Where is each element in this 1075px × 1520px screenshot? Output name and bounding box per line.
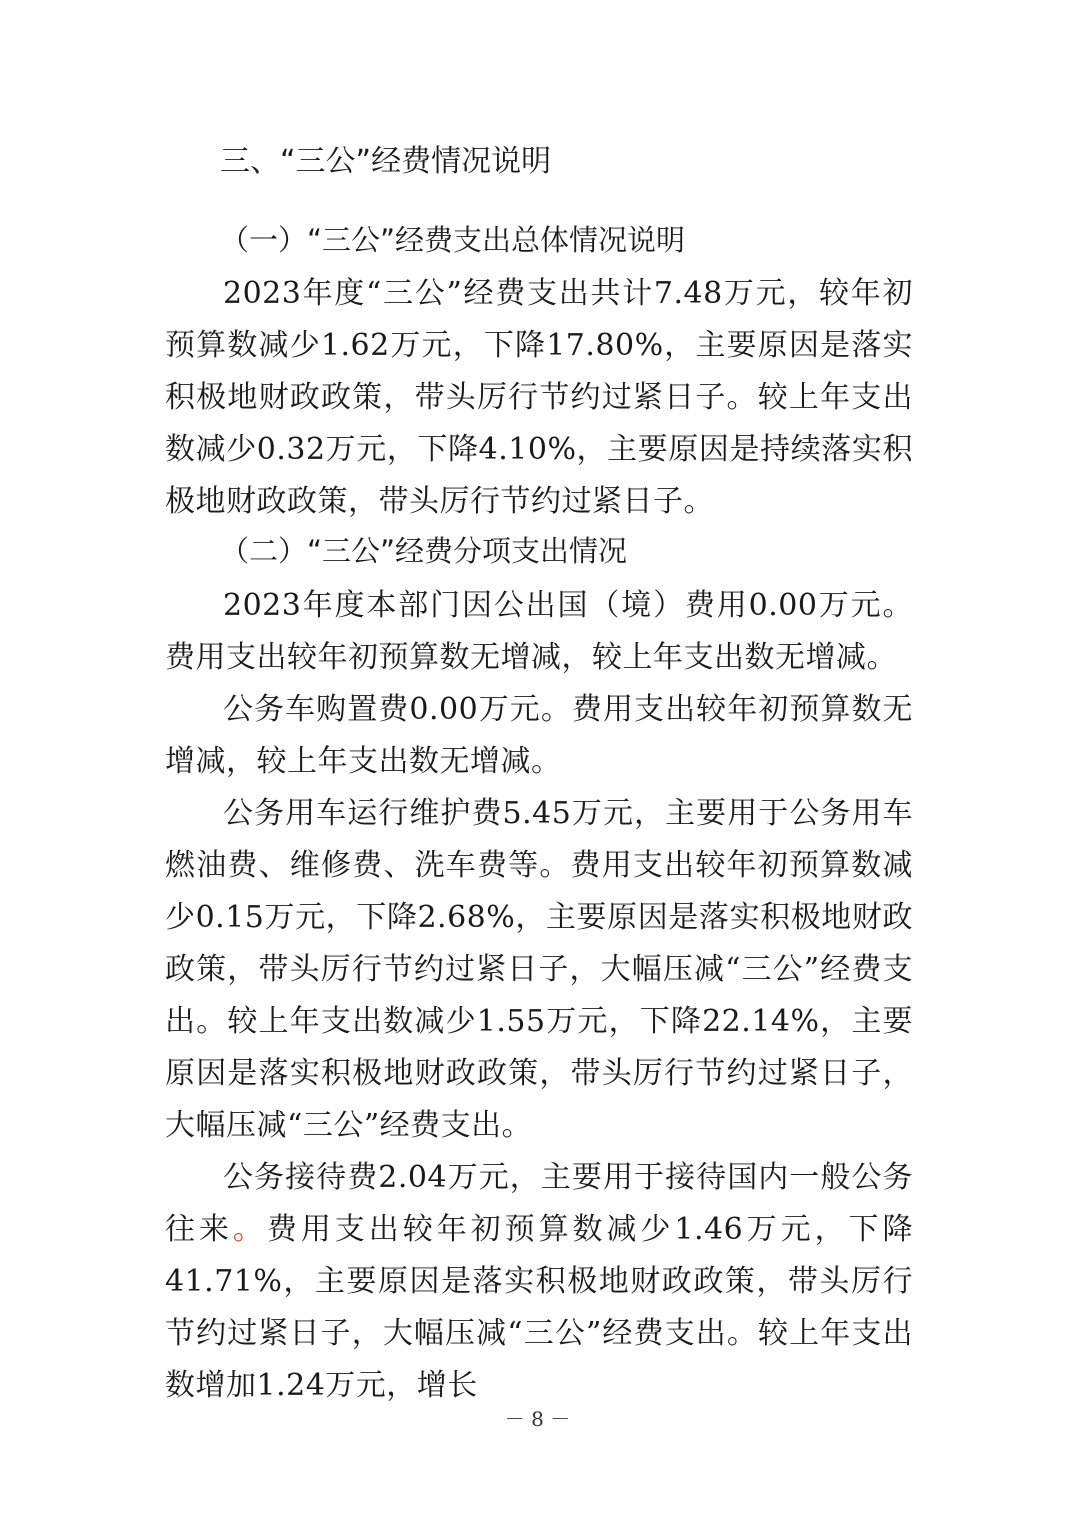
section-heading: 三、“三公”经费情况说明 xyxy=(220,144,552,179)
reception-text-rest: 费用支出较年初预算数减少1.46万元，下降41.71%，主要原因是落实积极地财政政策，带头厉行节约过紧日子，大幅压减“三公”经费支出。较上年支出数增加1.24万元，增长 xyxy=(165,1212,914,1403)
page-number: － 8 － xyxy=(504,1407,571,1431)
paragraph-overall-expenditure: 2023年度“三公”经费支出共计7.48万元，较年初预算数减少1.62万元，下降17.80%，主要原因是落实积极地财政政策，带头厉行节约过紧日子。较上年支出数减少0.32万元，下降4.10%，主要原因是持续落实积极地财政政策，带头厉行节约过紧日子。 xyxy=(165,276,913,519)
reception-text-start: 公务接待费2.04万元，主要用于接待国内一般公务往来 xyxy=(165,1160,913,1247)
subsection-heading-itemized: （二）“三公”经费分项支出情况 xyxy=(220,534,628,568)
paragraph-reception xyxy=(165,1152,913,1412)
paragraph-vehicle-maintenance: 公务用车运行维护费5.45万元，主要用于公务用车燃油费、维修费、洗车费等。费用支出较年初预算数减少0.15万元，下降2.68%，主要原因是落实积极地财政政策，带头厉行节约过紧日子，大幅压减“三公”经费支出。较上年支出数减少1.55万元，下降22.14%，主要原因是落实积极地财政政策，带头厉行节约过紧日子，大幅压减“三公”经费支出。 xyxy=(165,796,913,1143)
paragraph-vehicle-purchase: 公务车购置费0.00万元。费用支出较年初预算数无增减，较上年支出数无增减。 xyxy=(165,692,913,779)
subsection-heading-overall: （一）“三公”经费支出总体情况说明 xyxy=(220,223,686,257)
red-period-mark: 。 xyxy=(232,1212,267,1247)
paragraph-overseas-travel: 2023年度本部门因公出国（境）费用0.00万元。费用支出较年初预算数无增减，较上年支出数无增减。 xyxy=(165,588,913,675)
